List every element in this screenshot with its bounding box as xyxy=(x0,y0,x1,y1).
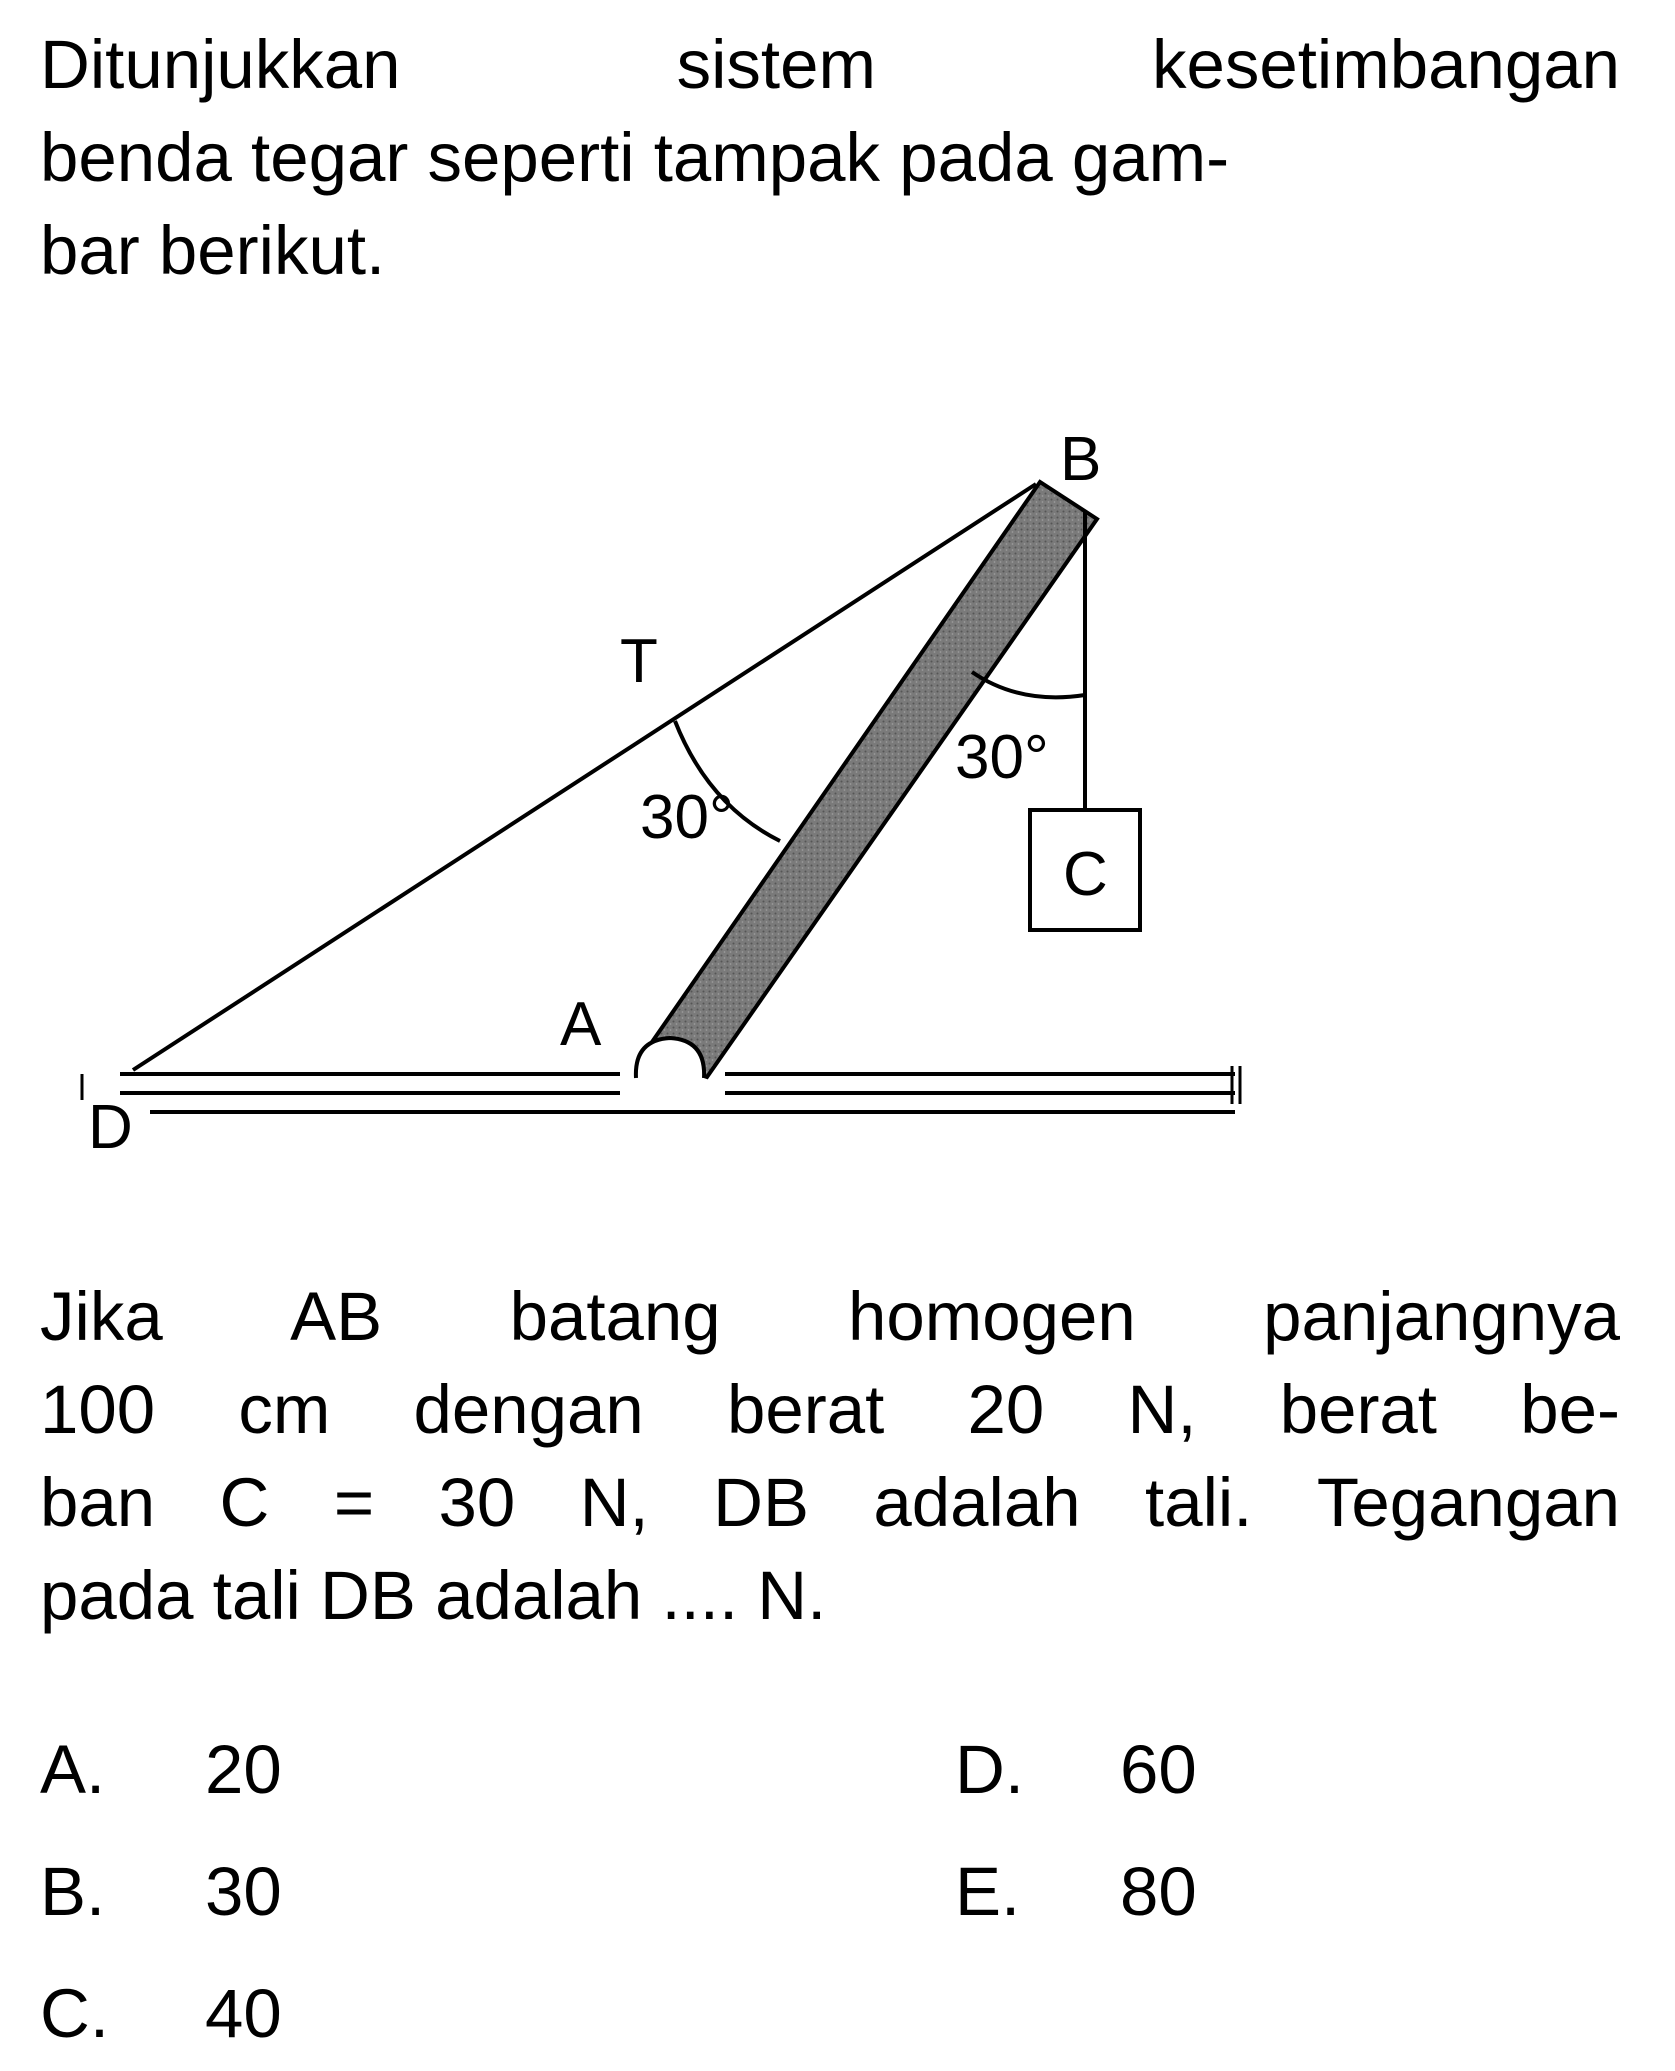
intro-word: kesetimbangan xyxy=(1152,26,1620,103)
question-word: tali. xyxy=(1145,1464,1253,1541)
question-word: 30 xyxy=(438,1464,516,1541)
question-word: homogen xyxy=(848,1278,1136,1355)
equilibrium-diagram xyxy=(0,390,1675,1170)
question-word: AB xyxy=(290,1278,383,1355)
question-word: berat xyxy=(1279,1371,1437,1448)
option-a[interactable] xyxy=(40,1730,282,1810)
question-word: batang xyxy=(509,1278,721,1355)
option-value: 80 xyxy=(1120,1853,1197,1930)
question-word: berat xyxy=(727,1371,885,1448)
option-d[interactable] xyxy=(955,1730,1197,1810)
question-line-2 xyxy=(40,1363,1620,1456)
option-value: 20 xyxy=(205,1731,282,1808)
label-angle-left: 30° xyxy=(640,783,734,852)
question-word: N, xyxy=(1127,1371,1197,1448)
option-letter: D. xyxy=(955,1731,1024,1808)
question-word: 100 xyxy=(40,1371,156,1448)
question-paragraph xyxy=(40,1270,1620,1642)
option-c[interactable] xyxy=(40,1974,282,2054)
option-letter: C. xyxy=(40,1975,109,2052)
label-angle-right: 30° xyxy=(955,723,1049,792)
question-word: = xyxy=(333,1464,375,1541)
option-value: 40 xyxy=(205,1975,282,2052)
question-line-1 xyxy=(40,1270,1620,1363)
option-value: 30 xyxy=(205,1853,282,1930)
option-b[interactable] xyxy=(40,1852,282,1932)
question-word: panjangnya xyxy=(1263,1278,1620,1355)
option-value: 60 xyxy=(1120,1731,1197,1808)
option-letter: A. xyxy=(40,1731,106,1808)
question-word: C xyxy=(219,1464,270,1541)
label-t: T xyxy=(620,627,658,696)
option-letter: B. xyxy=(40,1853,106,1930)
label-c: C xyxy=(1063,840,1108,909)
question-line-4: pada tali DB adalah .... N. xyxy=(40,1557,827,1634)
intro-word: Ditunjukkan xyxy=(40,26,401,103)
question-word: ban xyxy=(40,1464,156,1541)
intro-word: sistem xyxy=(676,26,876,103)
question-line-3 xyxy=(40,1456,1620,1549)
question-word: dengan xyxy=(413,1371,644,1448)
question-word: N, xyxy=(579,1464,649,1541)
question-word: 20 xyxy=(967,1371,1045,1448)
question-word: Jika xyxy=(40,1278,163,1355)
option-letter: E. xyxy=(955,1853,1021,1930)
label-a: A xyxy=(560,990,602,1059)
label-b: B xyxy=(1060,425,1102,494)
label-d: D xyxy=(88,1093,133,1162)
question-word: adalah xyxy=(873,1464,1081,1541)
question-word: Tegangan xyxy=(1316,1464,1620,1541)
intro-line-3: bar berikut. xyxy=(40,212,386,289)
option-e[interactable] xyxy=(955,1852,1197,1932)
intro-line-2: benda tegar seperti tampak pada gam- xyxy=(40,119,1230,196)
question-word: cm xyxy=(238,1371,331,1448)
question-word: DB xyxy=(713,1464,809,1541)
pin-a xyxy=(636,1038,704,1078)
question-word: be- xyxy=(1520,1371,1620,1448)
intro-paragraph xyxy=(40,18,1620,297)
intro-line-1 xyxy=(40,18,1620,111)
